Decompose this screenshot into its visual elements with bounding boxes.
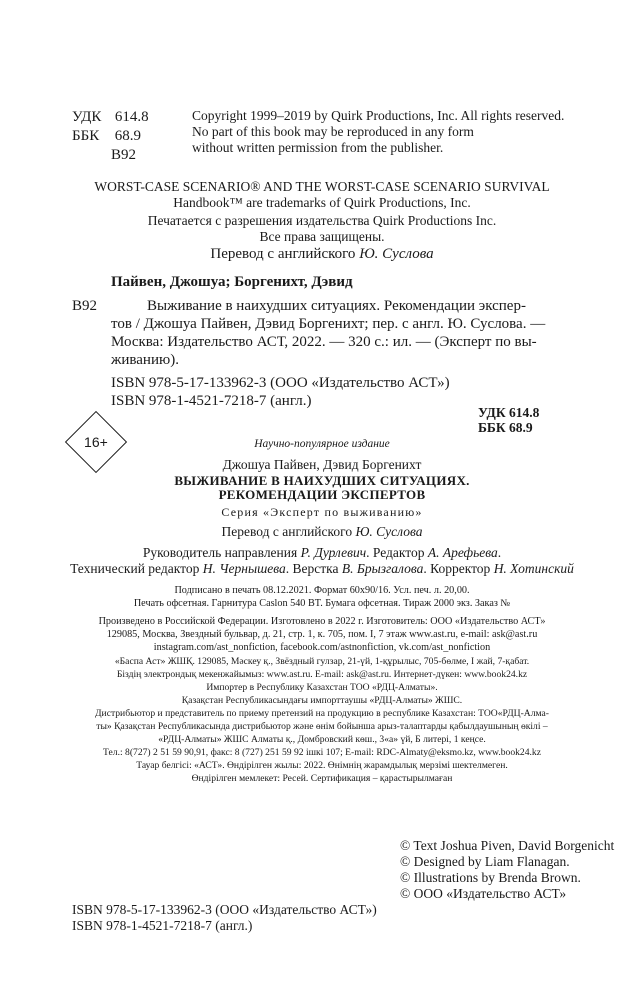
staff-line (0, 545, 644, 561)
staff-line (0, 561, 644, 577)
staff-person-name: В. Брызгалова (341, 561, 424, 576)
print-spec-line: Печать офсетная. Гарнитура Caslon 540 BT. Бумага офсетная. Тираж 2000 экз. Заказ № (133, 598, 511, 609)
imprint-translation (0, 524, 644, 540)
kz-line: Тауар белгісі: «АСТ». Өндірілген жылы: 2022. Өнімнің жарамдылық мерзімі шектелмеген. (136, 760, 508, 771)
print-spec-line: Подписано в печать 08.12.2021. Формат 60х90/16. Усл. печ. л. 20,00. (174, 585, 470, 596)
manufacturer-line: Произведено в Российской Федерации. Изготовлено в 2022 г. Изготовитель: ООО «Издательство АСТ» (98, 616, 546, 627)
staff-role-text: Руководитель направления (142, 545, 301, 560)
age-rating-text: 16+ (84, 434, 108, 450)
code-line: В92 (111, 147, 137, 163)
catalog-line: живанию). (111, 352, 179, 368)
bottom-isbn-line: ISBN 978-1-4521-7218-7 (англ.) (72, 918, 253, 933)
isbn-block (111, 374, 450, 410)
credit-line: © ООО «Издательство АСТ» (400, 886, 567, 901)
trademark-notice (0, 179, 644, 211)
staff-role-text: . Редактор (366, 545, 428, 560)
staff-person-name: Р. Дурлевич (300, 545, 367, 560)
imprint-translation-prefix: Перевод с английского (221, 524, 353, 539)
credit-line: © Designed by Liam Flanagan. (400, 854, 570, 869)
staff-role-text: . (497, 545, 502, 560)
kz-line: Дистрибьютор и представитель по приему претензий на продукцию в республике Казахстан: ТОО«РДЦ-Алма- (95, 708, 549, 719)
staff-role-text: Технический редактор (70, 561, 203, 576)
series-line: Серия «Эксперт по выживанию» (221, 505, 423, 519)
staff-person-name: А. Арефьева (427, 545, 498, 560)
imprint-title (0, 474, 644, 502)
kz-line: «РДЦ-Алматы» ЖШС Алматы қ., Домбровский көш., 3«а» үй, Б литері, 1 кеңсе. (158, 734, 486, 745)
credit-line: © Illustrations by Brenda Brown. (400, 870, 581, 885)
credit-line: © Text Joshua Piven, David Borgenicht (400, 838, 615, 853)
isbn-line: ISBN 978-1-4521-7218-7 (англ.) (111, 393, 312, 409)
kz-line: Импортер в Республику Казахстан ТОО «РДЦ-Алматы». (206, 682, 438, 693)
permission-notice (0, 213, 644, 245)
staff-person-name: Н. Хотинский (493, 561, 574, 576)
udk-line (72, 108, 149, 126)
udk-right: УДК 614.8 (478, 405, 540, 420)
udk-label: УДК (72, 109, 102, 125)
catalog-code: В92 (72, 298, 98, 314)
authors-heading: Пайвен, Джошуа; Боргенихт, Дэвид (111, 274, 353, 290)
edition-type: Научно-популярное издание (254, 438, 390, 450)
kz-line: Тел.: 8(727) 2 51 59 90,91, факс: 8 (727) 251 59 92 ішкі 107; E-mail: RDC-Almaty@eksmo.kz, www.book24.kz (103, 747, 541, 758)
bottom-isbn-line: ISBN 978-5-17-133962-3 (ООО «Издательство АСТ») (72, 902, 377, 917)
isbn-line: ISBN 978-5-17-133962-3 (ООО «Издательство АСТ») (111, 375, 450, 391)
staff-role-text: . Верстка (285, 561, 342, 576)
translation-credit (0, 245, 644, 263)
translation-prefix: Перевод с английского (210, 246, 356, 262)
staff-role-text: . Корректор (423, 561, 494, 576)
copyright-line: Copyright 1999–2019 by Quirk Productions, Inc. All rights reserved. (192, 108, 565, 123)
catalog-line: Москва: Издательство АСТ, 2022. — 320 с.: ил. — (Эксперт по вы- (111, 334, 537, 350)
bottom-isbn-block (72, 902, 377, 934)
staff-person-name: Н. Чернышева (202, 561, 286, 576)
staff-block (0, 545, 644, 577)
manufacturer-line: 129085, Москва, Звездный бульвар, д. 21, стр. 1, к. 705, пом. I, 7 этаж www.ast.ru, e-mail: ask@ast.ru (106, 629, 538, 640)
kz-line: Өндірілген мемлекет: Ресей. Сертификация – қарастырылмаған (191, 773, 453, 784)
catalog-line: Выживание в наихудших ситуациях. Рекомендации экспер- (147, 298, 526, 314)
kz-line: Қазақстан Республикасындағы импорттаушы «РДЦ-Алматы» ЖШС. (181, 695, 463, 706)
catalog-line: тов / Джошуа Пайвен, Дэвид Боргенихт; пер. с англ. Ю. Суслова. — (111, 316, 546, 332)
bbk-label: ББК (72, 128, 100, 144)
kz-line: «Баспа Аст» ЖШҚ. 129085, Мәскеу қ., Звёздный гулзар, 21-үй, 1-құрылыс, 705-бөлме, I жай, 7-қабат. (114, 656, 530, 667)
bbk-line (72, 127, 141, 145)
translator-name: Ю. Суслова (359, 246, 434, 262)
trademark-line: WORST-CASE SCENARIO® AND THE WORST-CASE SCENARIO SURVIVAL (94, 179, 550, 194)
bbk-value: 68.9 (114, 128, 141, 144)
copyright-line: No part of this book may be reproduced in any form (192, 124, 474, 139)
udk-value: 614.8 (114, 109, 149, 125)
imprint-title-line: ВЫЖИВАНИЕ В НАИХУДШИХ СИТУАЦИЯХ. (174, 473, 470, 488)
kazakhstan-info (0, 655, 644, 785)
print-specs (0, 584, 644, 610)
permission-line: Печатается с разрешения издательства Quirk Productions Inc. (147, 213, 497, 228)
imprint-translator: Ю. Суслова (355, 524, 423, 539)
imprint-title-line: РЕКОМЕНДАЦИИ ЭКСПЕРТОВ (218, 487, 426, 502)
catalog-entry (111, 297, 573, 369)
kz-line: ты» Қазақстан Республикасында дистрибьютор және өнім бойынша арыз-талаптарды қабылдаушының өкілі – (96, 721, 548, 732)
credits-block (400, 838, 614, 902)
manufacturer-info (0, 615, 644, 654)
imprint-authors: Джошуа Пайвен, Дэвид Боргенихт (222, 457, 422, 472)
permission-line: Все права защищены. (259, 229, 385, 244)
bbk-right: ББК 68.9 (478, 420, 533, 435)
copyright-notice (192, 108, 564, 156)
copyright-line: without written permission from the publisher. (192, 140, 444, 155)
trademark-line: Handbook™ are trademarks of Quirk Productions, Inc. (173, 195, 471, 210)
kz-line: Біздің электрондық мекенжайымыз: www.ast.ru. E-mail: ask@ast.ru. Интернет-дүкен: www.book24.kz (116, 669, 528, 680)
manufacturer-line: instagram.com/ast_nonfiction, facebook.com/astnonfiction, vk.com/ast_nonfiction (153, 642, 491, 653)
